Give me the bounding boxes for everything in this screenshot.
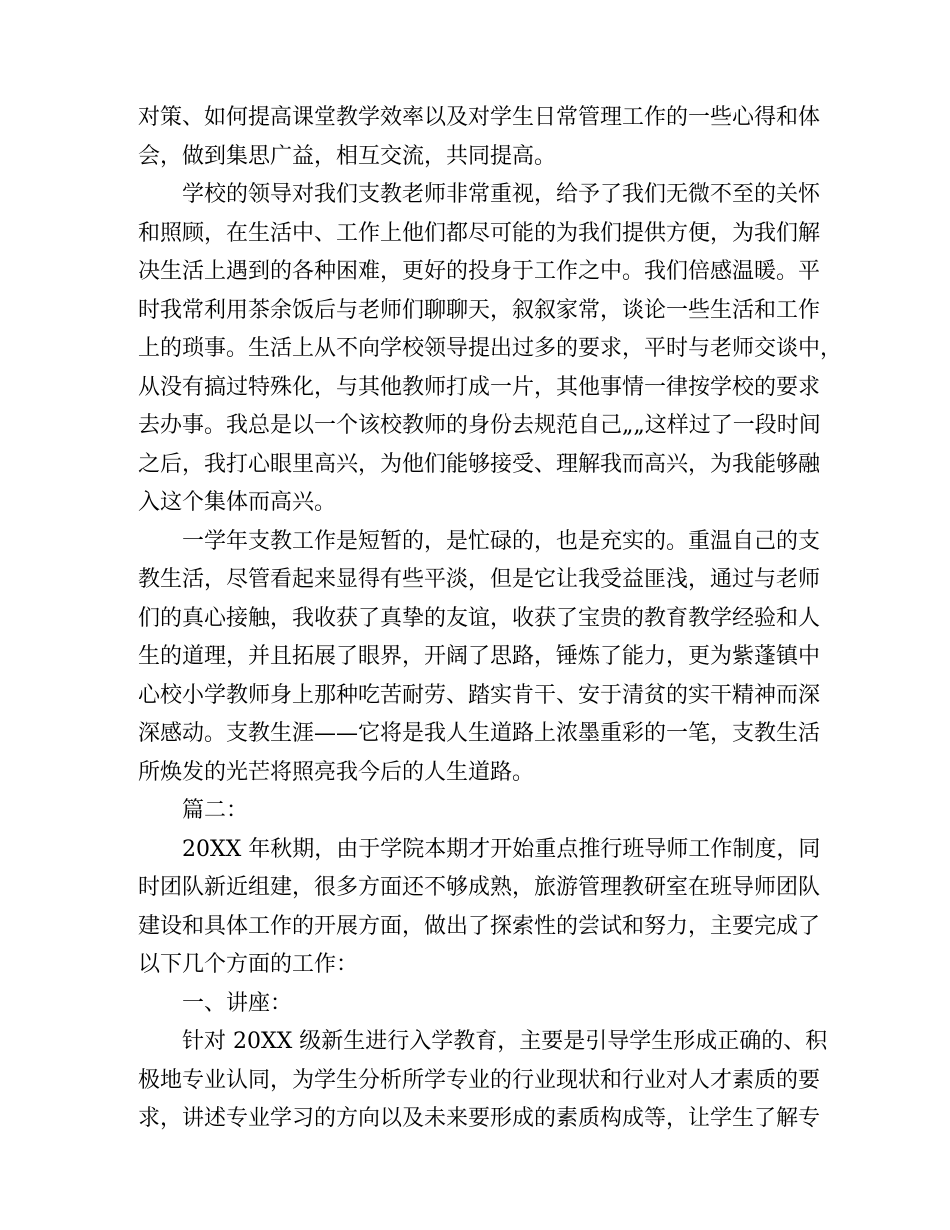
text-line: 上的琐事。生活上从不向学校领导提出过多的要求，平时与老师交谈中， [138, 336, 843, 361]
text-line: 对策、如何提高课堂教学效率以及对学生日常管理工作的一些心得和体 [138, 105, 821, 130]
text-line: 一学年支教工作是短暂的，是忙碌的，也是充实的。重温自己的支 [182, 528, 821, 554]
text-line: 入这个集体而高兴。 [138, 490, 337, 515]
text-line: 深感动。支教生涯——它将是我人生道路上浓墨重彩的一笔，支教生活 [138, 721, 821, 746]
text-line: 极地专业认同，为学生分析所学专业的行业现状和行业对人才素质的要 [138, 1067, 821, 1093]
text-line: 求，讲述专业学习的方向以及未来要形成的素质构成等，让学生了解专 [138, 1106, 821, 1131]
text-line: 去办事。我总是以一个该校教师的身份去规范自己„„这样过了一段时间 [138, 413, 821, 438]
text-line: 时我常利用茶余饭后与老师们聊聊天，叙叙家常，谈论一些生活和工作 [138, 297, 821, 323]
text-line: 针对 20XX 级新生进行入学教育，主要是引导学生形成正确的、积 [182, 1029, 828, 1054]
text-line: 们的真心接触，我收获了真挚的友谊，收获了宝贵的教育教学经验和人 [138, 605, 821, 631]
text-line: 一、讲座： [182, 990, 293, 1016]
text-line: 和照顾，在生活中、工作上他们都尽可能的为我们提供方便，为我们解 [138, 220, 821, 246]
text-line: 所焕发的光芒将照亮我今后的人生道路。 [138, 759, 535, 785]
text-line: 学校的领导对我们支教老师非常重视，给予了我们无微不至的关怀 [182, 182, 821, 207]
text-line: 建设和具体工作的开展方面，做出了探索性的尝试和努力，主要完成了 [138, 913, 821, 939]
text-line: 之后，我打心眼里高兴，为他们能够接受、理解我而高兴，为我能够融 [138, 451, 821, 477]
text-line: 时团队新近组建，很多方面还不够成熟，旅游管理教研室在班导师团队 [138, 875, 821, 900]
text-line: 会，做到集思广益，相互交流，共同提高。 [138, 143, 557, 169]
text-line: 从没有搞过特殊化，与其他教师打成一片，其他事情一律按学校的要求 [138, 374, 821, 400]
document-body [138, 99, 843, 1139]
text-line: 生的道理，并且拓展了眼界，开阔了思路，锤炼了能力，更为紫蓬镇中 [138, 644, 821, 669]
text-line: 20XX 年秋期，由于学院本期才开始重点推行班导师工作制度，同 [182, 836, 821, 862]
text-line: 决生活上遇到的各种困难，更好的投身于工作之中。我们倍感温暖。平 [138, 259, 821, 284]
text-line: 篇二： [182, 798, 249, 823]
text-line: 以下几个方面的工作： [138, 952, 359, 977]
text-line: 教生活，尽管看起来显得有些平淡，但是它让我受益匪浅，通过与老师 [138, 567, 821, 592]
text-line: 心校小学教师身上那种吃苦耐劳、踏实肯干、安于清贫的实干精神而深 [138, 682, 821, 708]
